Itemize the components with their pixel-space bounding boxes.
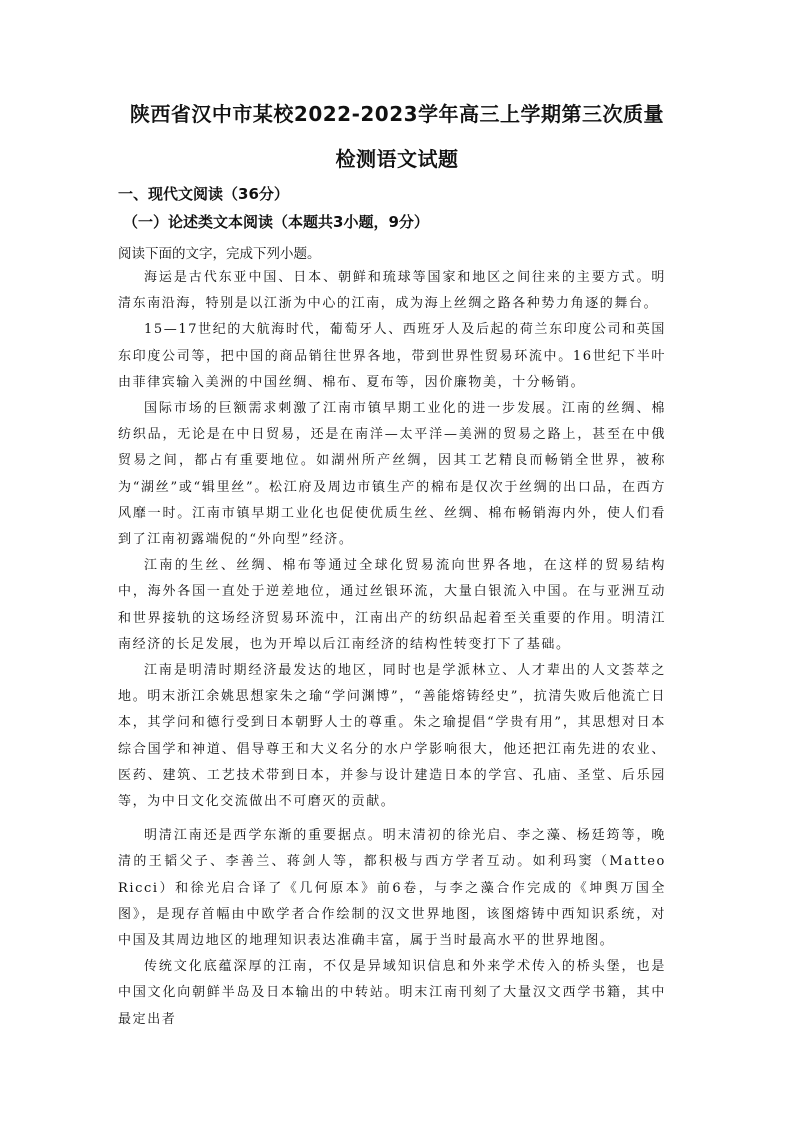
subsection-heading: （一）论述类文本阅读（本题共3小题，9分） bbox=[123, 213, 429, 231]
section-heading: 一、现代文阅读（36分） bbox=[118, 185, 289, 203]
paragraph: 15—17世纪的大航海时代，葡萄牙人、西班牙人及后起的荷兰东印度公司和英国东印度公司等，把中国的商品销往世界各地，带到世界性贸易环流中。16世纪下半叶由菲律宾输入美洲的中国丝绸、棉布、夏布等，因价廉物美，十分畅销。 bbox=[118, 322, 666, 390]
document-title-line2: 检测语文试题 bbox=[335, 147, 459, 171]
paragraph: 传统文化底蕴深厚的江南，不仅是异域知识信息和外来学术传入的桥头堡，也是中国文化向朝鲜半岛及日本输出的中转站。明末江南刊刻了大量汉文西学书籍，其中最定出者 bbox=[118, 959, 666, 1027]
paragraph: 明清江南还是西学东渐的重要据点。明末清初的徐光启、李之藻、杨廷筠等，晚清的王韬父子、李善兰、蒋剑人等，都积极与西方学者互动。如利玛窦（Matteo Ricci）和徐光启合译了《几何原本》前6卷，与李之藻合作完成的《坤舆万国全图》，是现存首幅由中欧学者合作绘制的汉文世界地图，该图熔铸中西知识系统，对中国及其周边地区的地理知识表达准确丰富，属于当时最高水平的世界地图。 bbox=[118, 828, 666, 949]
paragraph: 江南的生丝、丝绸、棉布等通过全球化贸易流向世界各地，在这样的贸易结构中，海外各国一直处于逆差地位，通过丝银环流，大量白银流入中国。在与亚洲互动和世界接轨的这场经济贸易环流中，江南出产的纺织品起着至关重要的作用。明清江南经济的长足发展，也为开埠以后江南经济的结构性转变打下了基础。 bbox=[118, 558, 666, 652]
paragraph: 江南是明清时期经济最发达的地区，同时也是学派林立、人才辈出的人文荟萃之地。明末浙江余姚思想家朱之瑜“学问渊博”，“善能熔铸经史”，抗清失败后他流亡日本，其学问和德行受到日本朝野人士的尊重。朱之瑜提倡“学贵有用”，其思想对日本综合国学和神道、倡导尊王和大义名分的水户学影响很大，他还把江南先进的农业、医药、建筑、工艺技术带到日本，并参与设计建造日本的学宫、孔庙、圣堂、后乐园等，为中日文化交流做出不可磨灭的贡献。 bbox=[118, 663, 666, 810]
paragraph: 国际市场的巨额需求刺激了江南市镇早期工业化的进一步发展。江南的丝绸、棉纺织品，无论是在中日贸易，还是在南洋—太平洋—美洲的贸易之路上，甚至在中俄贸易之间，都占有重要地位。如湖州所产丝绸，因其工艺精良而畅销全世界，被称为“湖丝”或“辑里丝”。松江府及周边市镇生产的棉布是仅次于丝绸的出口品，在西方风靡一时。江南市镇早期工业化也促使优质生丝、丝绸、棉布畅销海内外，使人们看到了江南初露端倪的“外向型”经济。 bbox=[118, 401, 666, 548]
document-title-line1: 陕西省汉中市某校2022-2023学年高三上学期第三次质量 bbox=[129, 102, 665, 126]
article-body bbox=[118, 265, 666, 1033]
paragraph: 海运是古代东亚中国、日本、朝鲜和琉球等国家和地区之间往来的主要方式。明清东南沿海，特别是以江浙为中心的江南，成为海上丝绸之路各种势力角逐的舞台。 bbox=[118, 270, 666, 312]
instruction-text: 阅读下面的文字，完成下列小题。 bbox=[118, 246, 321, 262]
